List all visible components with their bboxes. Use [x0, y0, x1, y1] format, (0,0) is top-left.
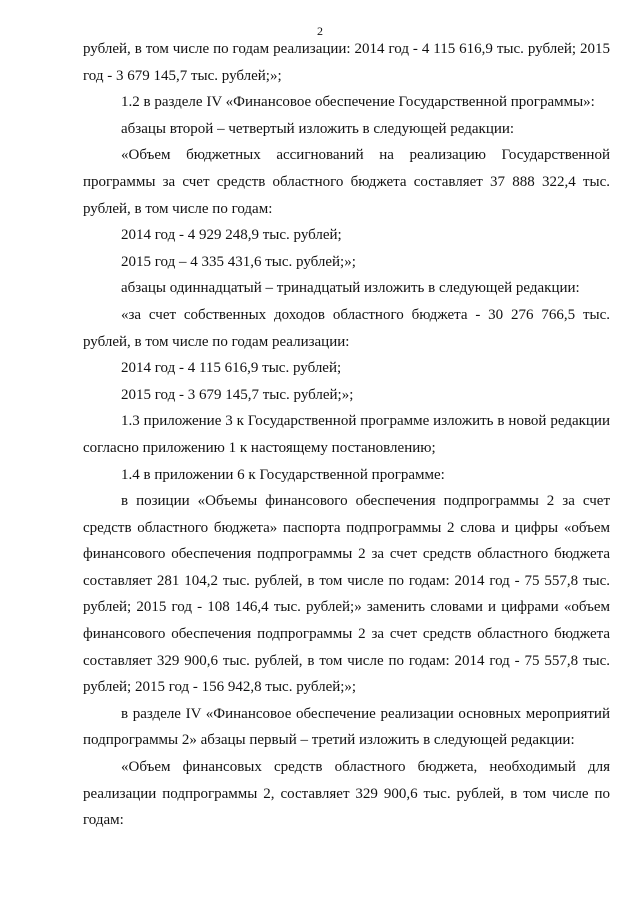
paragraph: 2015 год - 3 679 145,7 тыс. рублей;»; — [121, 386, 354, 403]
paragraph: в разделе IV «Финансовое обеспечение реализации основных мероприятий подпрограммы 2» абзацы первый – третий изложить в следующей редакции: — [83, 705, 610, 749]
paragraph: «за счет собственных доходов областного бюджета - 30 276 766,5 тыс. рублей, в том числе по годам реализации: — [83, 306, 610, 350]
paragraph: «Объем бюджетных ассигнований на реализацию Государственной программы за счет средств областного бюджета составляет 37 888 322,4 тыс. рублей, в том числе по годам: — [83, 147, 610, 217]
paragraph: 2014 год - 4 929 248,9 тыс. рублей; — [121, 227, 342, 244]
paragraph: 2015 год – 4 335 431,6 тыс. рублей;»; — [121, 253, 356, 270]
paragraph: абзацы второй – четвертый изложить в следующей редакции: — [121, 120, 515, 137]
paragraph: абзацы одиннадцатый – тринадцатый изложить в следующей редакции: — [121, 280, 580, 297]
document-body — [83, 36, 610, 834]
paragraph: «Объем финансовых средств областного бюджета, необходимый для реализации подпрограммы 2, составляет 329 900,6 тыс. рублей, в том числе по годам: — [83, 759, 610, 829]
paragraph: 1.2 в разделе IV «Финансовое обеспечение Государственной программы»: — [121, 94, 595, 111]
paragraph: 2014 год - 4 115 616,9 тыс. рублей; — [121, 360, 342, 377]
paragraph: 1.4 в приложении 6 к Государственной программе: — [121, 466, 445, 483]
page-number: 2 — [317, 24, 323, 38]
paragraph: рублей, в том числе по годам реализации: 2014 год - 4 115 616,9 тыс. рублей; 2015 год - 3 679 145,7 тыс. рублей;»; — [83, 41, 610, 84]
paragraph: в позиции «Объемы финансового обеспечения подпрограммы 2 за счет средств областного бюджета» паспорта подпрограммы 2 слова и цифры «объем финансового обеспечения подпрограммы 2 за счет средств областного бюджета составляет 281 104,2 тыс. рублей, в том числе по годам: 2014 год - 75 557,8 тыс. рублей; 2015 год - 108 146,4 тыс. рублей;» заменить словами и цифрами «объем финансового обеспечения подпрограммы 2 за счет средств областного бюджета составляет 329 900,6 тыс. рублей, в том числе по годам: 2014 год - 75 557,8 тыс. рублей; 2015 год - 156 942,8 тыс. рублей;»; — [83, 493, 610, 696]
paragraph: 1.3 приложение 3 к Государственной программе изложить в новой редакции согласно приложению 1 к настоящему постановлению; — [83, 413, 610, 456]
